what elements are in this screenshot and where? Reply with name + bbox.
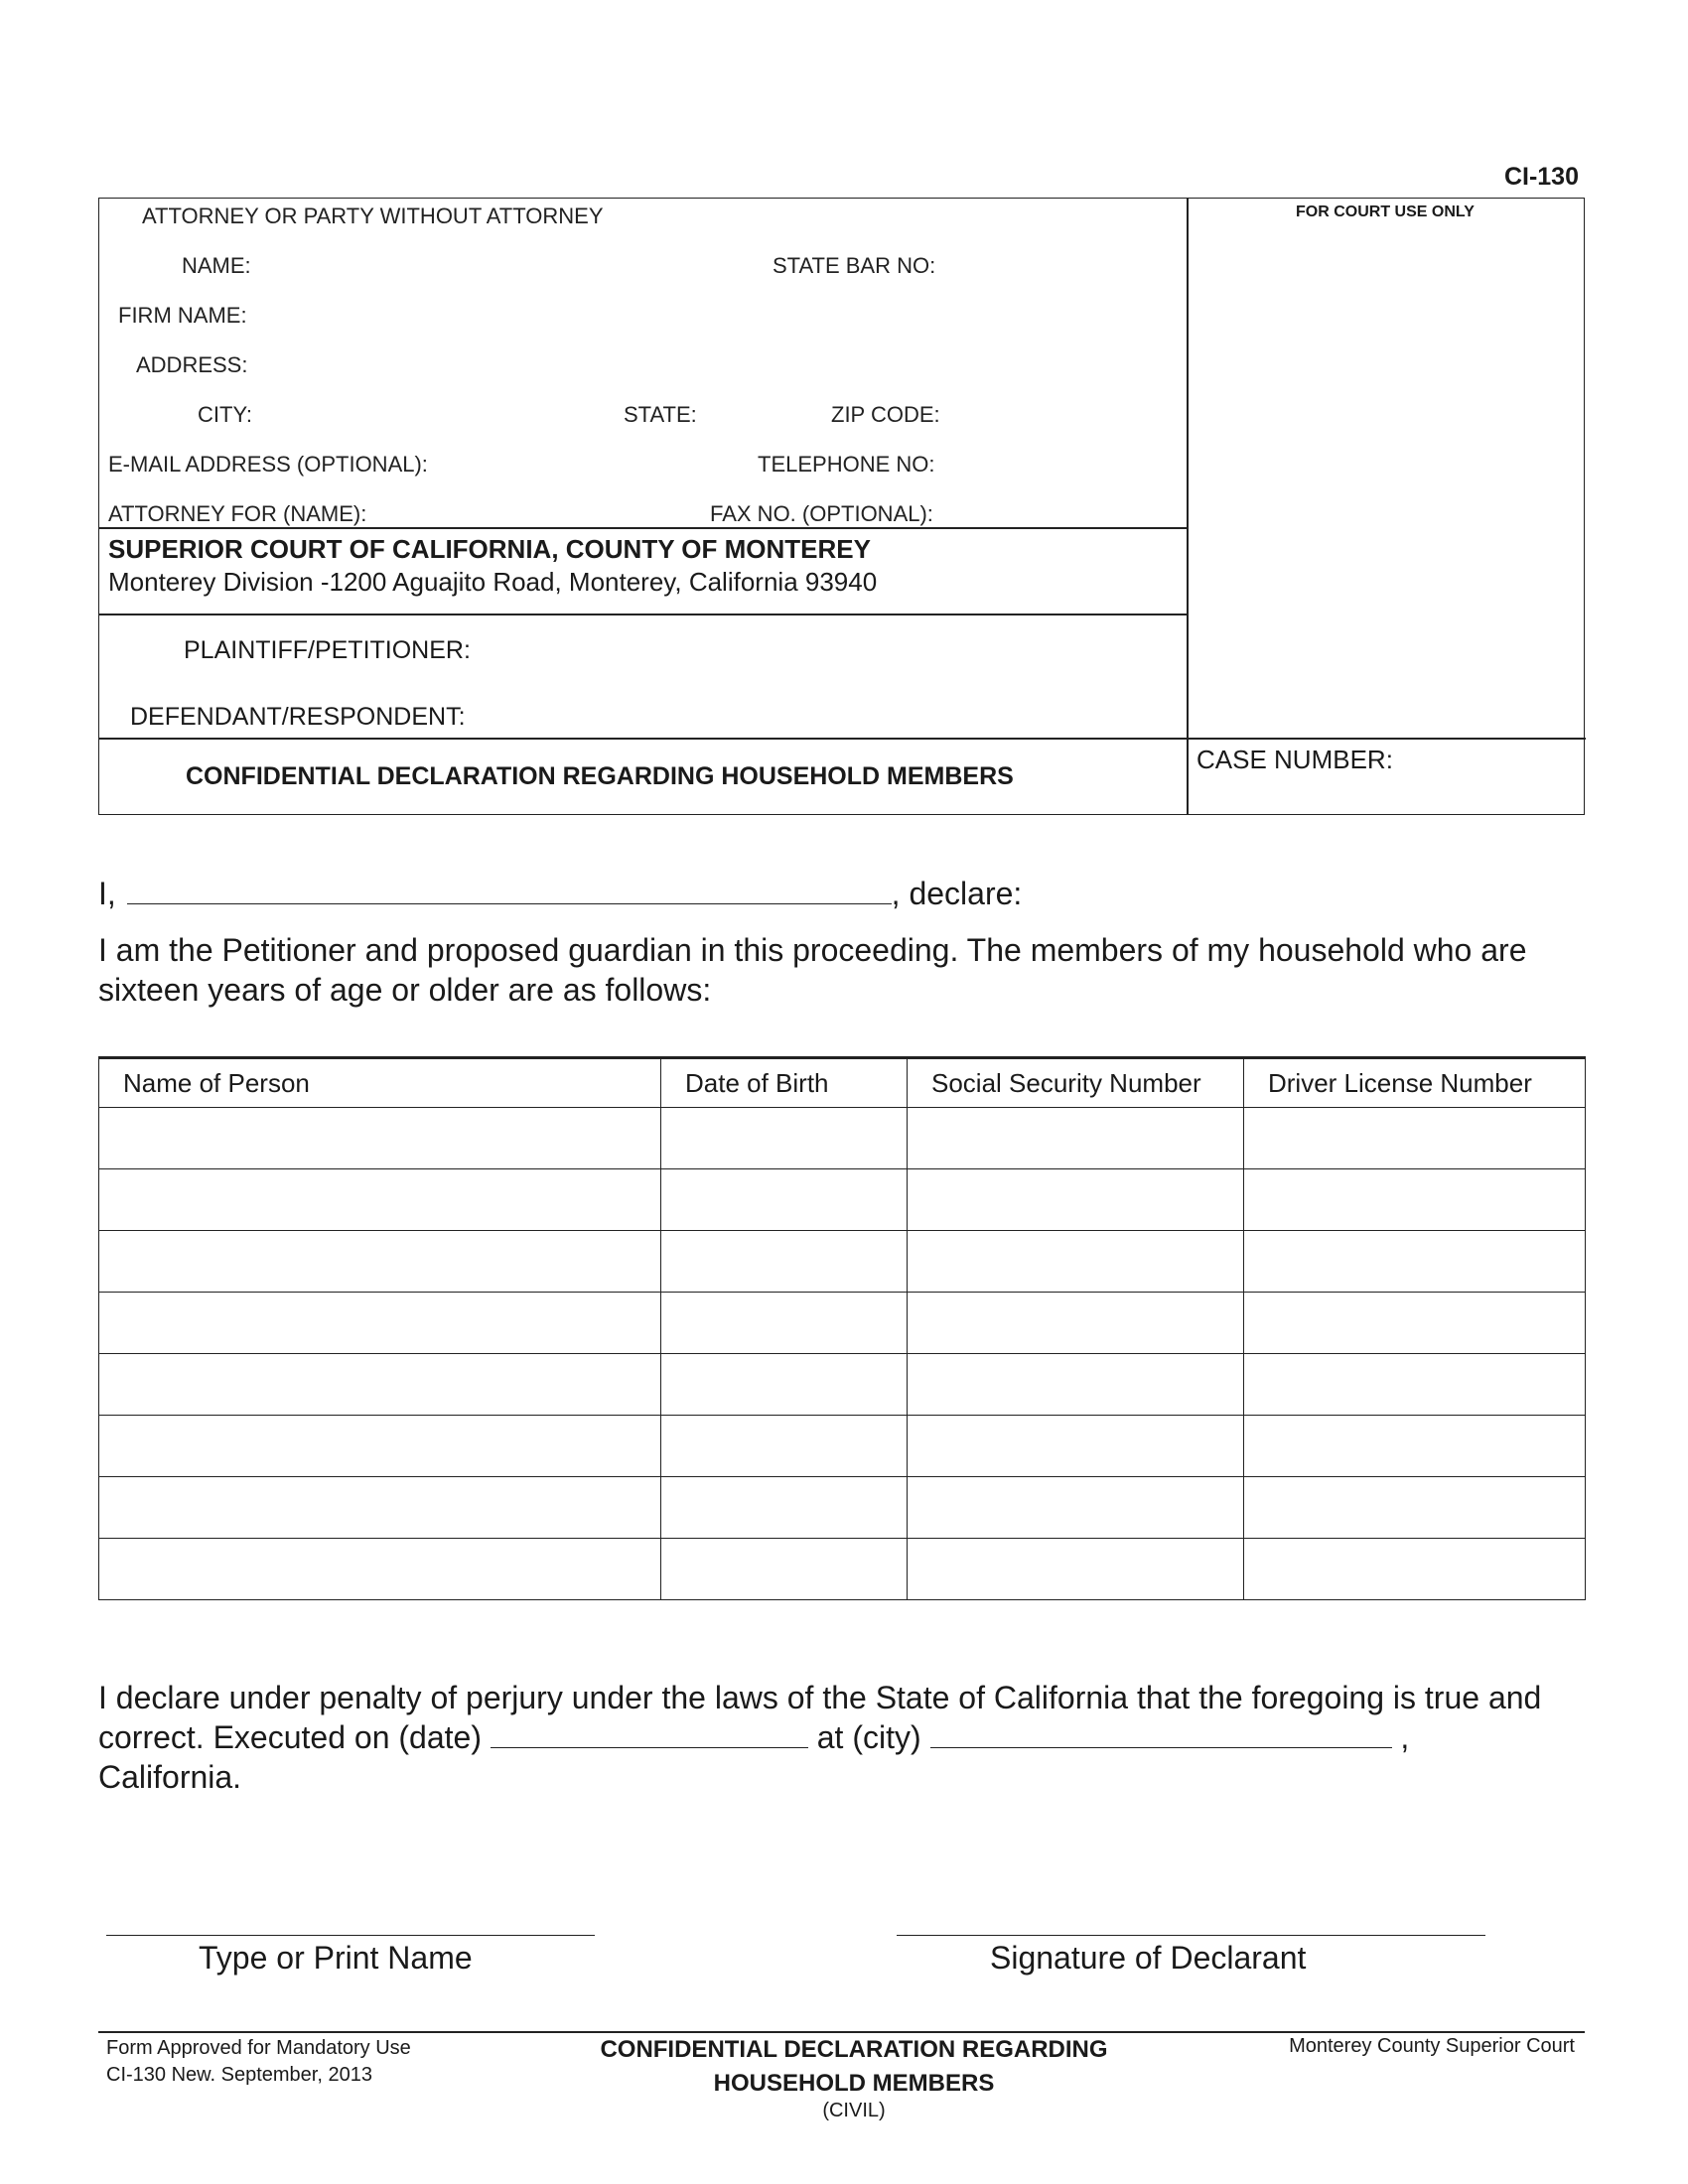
footer-title-line1: CONFIDENTIAL DECLARATION REGARDING bbox=[600, 2036, 1108, 2063]
table-cell[interactable] bbox=[1244, 1354, 1586, 1416]
firm-name-label: FIRM NAME: bbox=[118, 303, 247, 328]
table-cell[interactable] bbox=[1244, 1477, 1586, 1539]
table-row bbox=[99, 1169, 1586, 1231]
signature-label: Signature of Declarant bbox=[990, 1940, 1307, 1976]
attorney-header: ATTORNEY OR PARTY WITHOUT ATTORNEY bbox=[142, 204, 604, 228]
print-name-line[interactable] bbox=[106, 1935, 595, 1936]
table-cell[interactable] bbox=[99, 1539, 661, 1600]
table-cell[interactable] bbox=[99, 1169, 661, 1231]
state-bar-label: STATE BAR NO: bbox=[773, 253, 936, 278]
print-name-label: Type or Print Name bbox=[199, 1940, 473, 1976]
household-members-table bbox=[98, 1056, 1586, 1600]
table-cell[interactable] bbox=[908, 1539, 1244, 1600]
defendant-label: DEFENDANT/RESPONDENT: bbox=[130, 703, 466, 731]
email-label: E-MAIL ADDRESS (OPTIONAL): bbox=[108, 452, 428, 477]
state-label: STATE: bbox=[624, 402, 697, 427]
table-cell[interactable] bbox=[1244, 1231, 1586, 1293]
table-cell[interactable] bbox=[908, 1416, 1244, 1477]
document-title: CONFIDENTIAL DECLARATION REGARDING HOUSEHOLD MEMBERS bbox=[186, 762, 1014, 790]
footer-left bbox=[106, 2035, 411, 2089]
footer-court: Monterey County Superior Court bbox=[1289, 2035, 1575, 2057]
table-cell[interactable] bbox=[908, 1169, 1244, 1231]
column-header: Date of Birth bbox=[661, 1058, 908, 1108]
table-cell[interactable] bbox=[1244, 1539, 1586, 1600]
table-row bbox=[99, 1477, 1586, 1539]
table-cell[interactable] bbox=[99, 1231, 661, 1293]
table-cell[interactable] bbox=[661, 1169, 908, 1231]
footer-civil: (CIVIL) bbox=[822, 2100, 886, 2121]
table-cell[interactable] bbox=[908, 1231, 1244, 1293]
column-header: Driver License Number bbox=[1244, 1058, 1586, 1108]
table-cell[interactable] bbox=[661, 1477, 908, 1539]
household-statement: I am the Petitioner and proposed guardian in this proceeding. The members of my household who are sixteen years of age or older are as follows: bbox=[98, 932, 1527, 1008]
declarant-name-blank[interactable] bbox=[127, 878, 892, 904]
table-cell[interactable] bbox=[1244, 1416, 1586, 1477]
table-row bbox=[99, 1293, 1586, 1354]
caption-divider-court bbox=[99, 527, 1187, 529]
table-cell[interactable] bbox=[99, 1477, 661, 1539]
executed-date-blank[interactable] bbox=[491, 1721, 808, 1748]
table-cell[interactable] bbox=[661, 1293, 908, 1354]
telephone-label: TELEPHONE NO: bbox=[758, 452, 935, 477]
declare-suffix: , declare: bbox=[891, 876, 1023, 911]
executed-city-blank[interactable] bbox=[930, 1721, 1392, 1748]
city-label: CITY: bbox=[198, 402, 253, 427]
table-header-row bbox=[99, 1058, 1586, 1108]
footer-approved: Form Approved for Mandatory Use bbox=[106, 2037, 411, 2059]
perjury-comma: , bbox=[1400, 1719, 1410, 1755]
table-cell[interactable] bbox=[908, 1477, 1244, 1539]
name-label: NAME: bbox=[182, 253, 251, 278]
table-row bbox=[99, 1416, 1586, 1477]
table-row bbox=[99, 1108, 1586, 1169]
table-cell[interactable] bbox=[908, 1108, 1244, 1169]
plaintiff-label: PLAINTIFF/PETITIONER: bbox=[184, 636, 471, 664]
table-cell[interactable] bbox=[99, 1293, 661, 1354]
perjury-city-text: at (city) bbox=[816, 1719, 921, 1755]
declare-prefix: I, bbox=[98, 876, 116, 911]
table-cell[interactable] bbox=[661, 1416, 908, 1477]
address-label: ADDRESS: bbox=[136, 352, 248, 377]
declare-line bbox=[98, 874, 1588, 913]
fax-label: FAX NO. (OPTIONAL): bbox=[710, 501, 933, 526]
court-use-label: FOR COURT USE ONLY bbox=[1296, 204, 1475, 220]
attorney-for-label: ATTORNEY FOR (NAME): bbox=[108, 501, 367, 526]
table-row bbox=[99, 1354, 1586, 1416]
table-cell[interactable] bbox=[1244, 1108, 1586, 1169]
column-header: Social Security Number bbox=[908, 1058, 1244, 1108]
zip-code-label: ZIP CODE: bbox=[831, 402, 940, 427]
caption-divider-parties bbox=[99, 614, 1187, 615]
perjury-state: California. bbox=[98, 1759, 242, 1795]
court-address: Monterey Division -1200 Aguajito Road, Monterey, California 93940 bbox=[108, 567, 878, 597]
perjury-text: I declare under penalty of perjury under the laws of the State of California that the foregoing is true and correct. Executed on (date) bbox=[98, 1680, 1542, 1755]
footer-title-line2: HOUSEHOLD MEMBERS bbox=[713, 2070, 995, 2097]
caption-box bbox=[98, 198, 1585, 815]
court-name: SUPERIOR COURT OF CALIFORNIA, COUNTY OF MONTEREY bbox=[108, 534, 871, 564]
table-cell[interactable] bbox=[661, 1539, 908, 1600]
footer-title bbox=[556, 2033, 1152, 2101]
table-cell[interactable] bbox=[908, 1354, 1244, 1416]
table-cell[interactable] bbox=[908, 1293, 1244, 1354]
table-row bbox=[99, 1231, 1586, 1293]
case-number-label: CASE NUMBER: bbox=[1196, 745, 1393, 774]
table-row bbox=[99, 1539, 1586, 1600]
table-cell[interactable] bbox=[1244, 1293, 1586, 1354]
perjury-statement bbox=[98, 1678, 1598, 1797]
table-cell[interactable] bbox=[661, 1108, 908, 1169]
form-number: CI-130 bbox=[1503, 163, 1579, 191]
signature-line[interactable] bbox=[897, 1935, 1485, 1936]
column-header: Name of Person bbox=[99, 1058, 661, 1108]
table-cell[interactable] bbox=[99, 1108, 661, 1169]
caption-divider-title bbox=[99, 738, 1586, 740]
caption-divider-vertical bbox=[1187, 199, 1189, 814]
table-cell[interactable] bbox=[1244, 1169, 1586, 1231]
table-cell[interactable] bbox=[99, 1354, 661, 1416]
footer-revision: CI-130 New. September, 2013 bbox=[106, 2064, 372, 2086]
table-cell[interactable] bbox=[661, 1354, 908, 1416]
table-cell[interactable] bbox=[99, 1416, 661, 1477]
table-cell[interactable] bbox=[661, 1231, 908, 1293]
